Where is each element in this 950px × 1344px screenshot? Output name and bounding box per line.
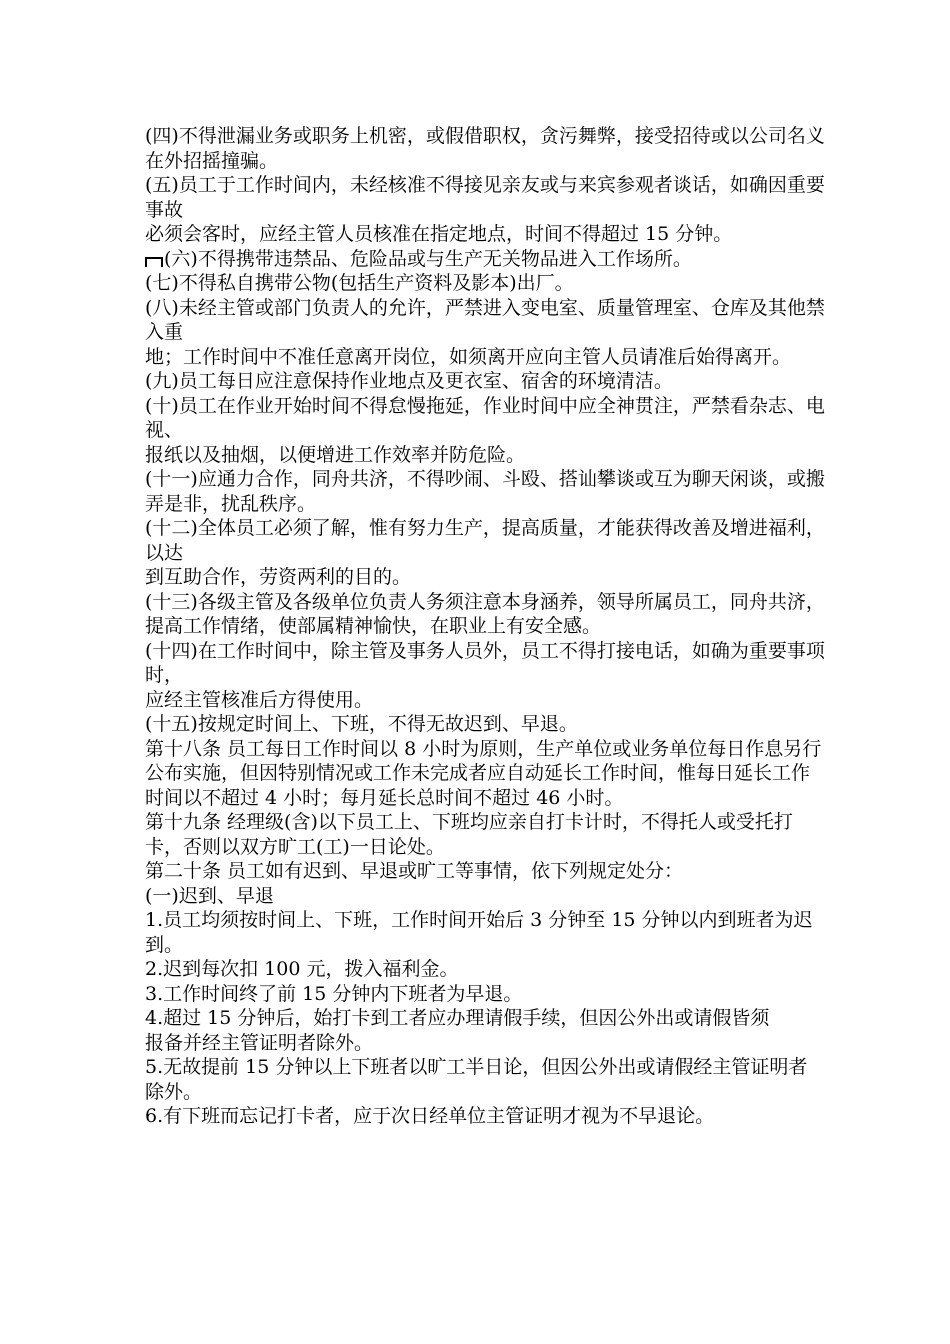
paragraph-15: (十五)按规定时间上、下班，不得无故迟到、早退。 (145, 713, 578, 735)
paragraph-8-b: 地；工作时间中不准任意离开岗位，如须离开应向主管人员请准后始得离开。 (145, 345, 792, 368)
paragraph-10-a: (十)员工在作业开始时间不得怠慢拖延，作业时间中应全神贯注，严禁看杂志、电视、 (145, 394, 825, 441)
article-18: 第十八条 员工每日工作时间以 8 小时为原则，生产单位或业务单位每日作息另行公布实施，但因特别情况或工作未完成者应自动延长工作时间，惟每日延长工作时间以不超过 4 小时；每月延长总时间不超过 46 小时。 (145, 737, 822, 809)
rule-5: 5.无故提前 15 分钟以上下班者以旷工半日论，但因公外出或请假经主管证明者除外。 (145, 1056, 808, 1103)
article-19: 第十九条 经理级(含)以下员工上、下班均应亲自打卡计时，不得托人或受托打卡，否则以双方旷工(工)一日论处。 (145, 811, 793, 858)
article-20: 第二十条 员工如有迟到、早退或旷工等事情，依下列规定处分： (145, 860, 684, 882)
section-late-early: (一)迟到、早退 (145, 884, 274, 907)
paragraph-12-b: 到互助合作，劳资两利的目的。 (145, 566, 412, 588)
paragraph-6-text: (六)不得携带违禁品、危险品或与生产无关物品进入工作场所。 (164, 247, 692, 270)
rule-2: 2.迟到每次扣 100 元，拨入福利金。 (145, 958, 459, 980)
paragraph-8-a: (八)未经主管或部门负责人的允许，严禁进入变电室、质量管理室、仓库及其他禁入重 (145, 296, 825, 343)
rule-6: 6.有下班而忘记打卡者，应于次日经单位主管证明才视为不早退论。 (145, 1105, 715, 1127)
paragraph-14-a: (十四)在工作时间中，除主管及事务人员外，员工不得打接电话，如确为重要事项时， (145, 639, 825, 686)
paragraph-4: (四)不得泄漏业务或职务上机密，或假借职权，贪污舞弊，接受招待或以公司名义在外招摇撞骗。 (145, 125, 825, 172)
paragraph-7: (七)不得私自携带公物(包括生产资料及影本)出厂。 (145, 272, 574, 294)
paragraph-10-b: 报纸以及抽烟，以便增进工作效率并防危险。 (145, 443, 526, 466)
paragraph-13: (十三)各级主管及各级单位负责人务须注意本身涵养，领导所属员工，同舟共济，提高工作情绪，使部属精神愉快，在职业上有安全感。 (145, 590, 825, 637)
rule-1: 1.员工均须按时间上、下班，工作时间开始后 3 分钟至 15 分钟以内到班者为迟到。 (145, 909, 813, 956)
document-body (145, 124, 825, 1129)
rule-3: 3.工作时间终了前 15 分钟内下班者为早退。 (145, 982, 523, 1005)
paragraph-14-b: 应经主管核准后方得使用。 (145, 688, 374, 711)
rule-4-a: 4.超过 15 分钟后，始打卡到工者应办理请假手续，但因公外出或请假皆须 (145, 1007, 770, 1029)
paragraph-5-a: (五)员工于工作时间内，未经核准不得接见亲友或与来宾参观者谈话，如确因重要事故 (145, 174, 825, 221)
rule-4-b: 报备并经主管证明者除外。 (145, 1031, 374, 1054)
paragraph-6 (145, 247, 825, 272)
bracket-mark-icon (145, 257, 163, 267)
paragraph-5-b: 必须会客时，应经主管人员核准在指定地点，时间不得超过 15 分钟。 (145, 223, 733, 245)
paragraph-12-a: (十二)全体员工必须了解，惟有努力生产，提高质量，才能获得改善及增进福利，以达 (145, 517, 825, 564)
paragraph-9: (九)员工每日应注意保持作业地点及更衣室、宿舍的环境清洁。 (145, 370, 673, 392)
paragraph-11: (十一)应通力合作，同舟共济，不得吵闹、斗殴、搭讪攀谈或互为聊天闲谈，或搬弄是非，扰乱秩序。 (145, 468, 825, 515)
